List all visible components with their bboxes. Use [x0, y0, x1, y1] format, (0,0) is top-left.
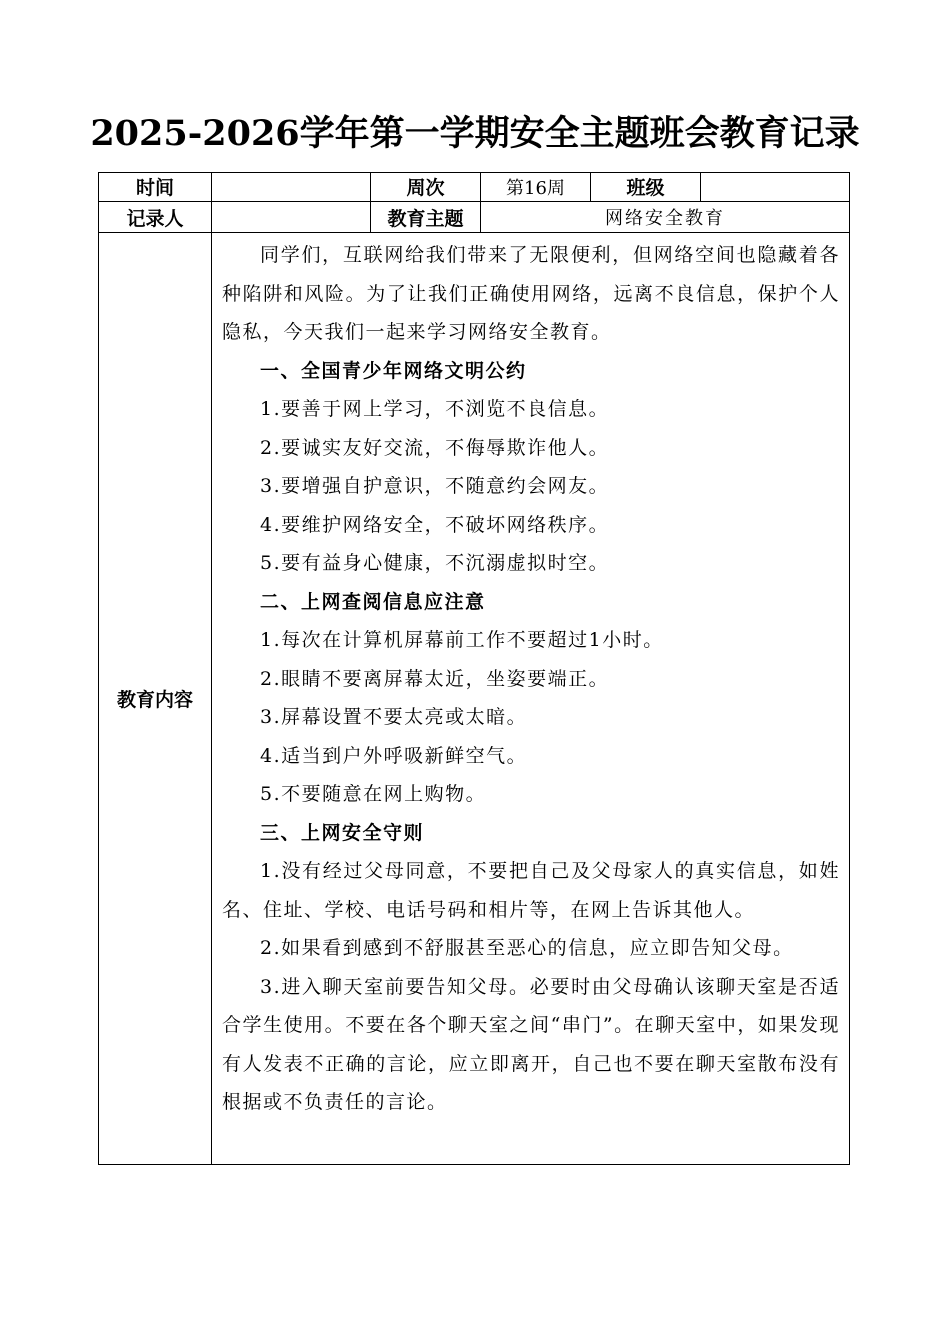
list-item: 2.眼睛不要离屏幕太近，坐姿要端正。: [260, 667, 610, 690]
list-item: 3.屏幕设置不要太亮或太暗。: [260, 706, 528, 728]
week-value: 第16周: [506, 177, 565, 199]
list-item: 5.不要随意在网上购物。: [260, 783, 487, 805]
section-heading: 三、上网安全守则: [260, 821, 425, 844]
recorder-value: [212, 202, 370, 232]
topic-value: 网络安全教育: [605, 208, 725, 229]
time-value: [212, 172, 370, 201]
table-col-divider: [211, 172, 212, 1165]
week-label: 周次: [406, 177, 445, 199]
class-value: [701, 172, 849, 201]
table-border-right: [849, 172, 850, 1165]
list-item: 3.要增强自护意识，不随意约会网友。: [260, 475, 610, 497]
list-item: 2.如果看到感到不舒服甚至恶心的信息，应立即告知父母。: [260, 937, 794, 959]
education-content: [222, 236, 840, 1122]
recorder-label: 记录人: [126, 207, 184, 230]
list-item: 2.要诚实友好交流，不侮辱欺诈他人。: [260, 436, 610, 459]
time-label: 时间: [135, 177, 174, 199]
class-label: 班级: [626, 177, 665, 199]
list-item: 4.适当到户外呼吸新鲜空气。: [260, 744, 528, 767]
topic-label: 教育主题: [387, 207, 464, 230]
list-item: 1.要善于网上学习，不浏览不良信息。: [260, 398, 610, 420]
list-item: 1.没有经过父母同意，不要把自己及父母家人的真实信息，如姓名、住址、学校、电话号码和相片等，在网上告诉其他人。: [222, 860, 840, 921]
content-label: 教育内容: [116, 689, 193, 711]
page-title: 2025-2026学年第一学期安全主题班会教育记录: [90, 113, 860, 154]
intro-paragraph: 同学们，互联网给我们带来了无限便利，但网络空间也隐藏着各种陷阱和风险。为了让我们正确使用网络，远离不良信息，保护个人隐私，今天我们一起来学习网络安全教育。: [222, 244, 840, 343]
list-item: 3.进入聊天室前要告知父母。必要时由父母确认该聊天室是否适合学生使用。不要在各个聊天室之间“串门”。在聊天室中，如果发现有人发表不正确的言论，应立即离开，自己也不要在聊天室散布没有根据或不负责任的言论。: [222, 975, 840, 1113]
list-item: 5.要有益身心健康，不沉溺虚拟时空。: [260, 552, 610, 574]
list-item: 4.要维护网络安全，不破坏网络秩序。: [260, 513, 610, 536]
list-item: 1.每次在计算机屏幕前工作不要超过1小时。: [260, 629, 664, 651]
section-heading: 一、全国青少年网络文明公约: [260, 359, 527, 382]
section-heading: 二、上网查阅信息应注意: [260, 590, 486, 613]
